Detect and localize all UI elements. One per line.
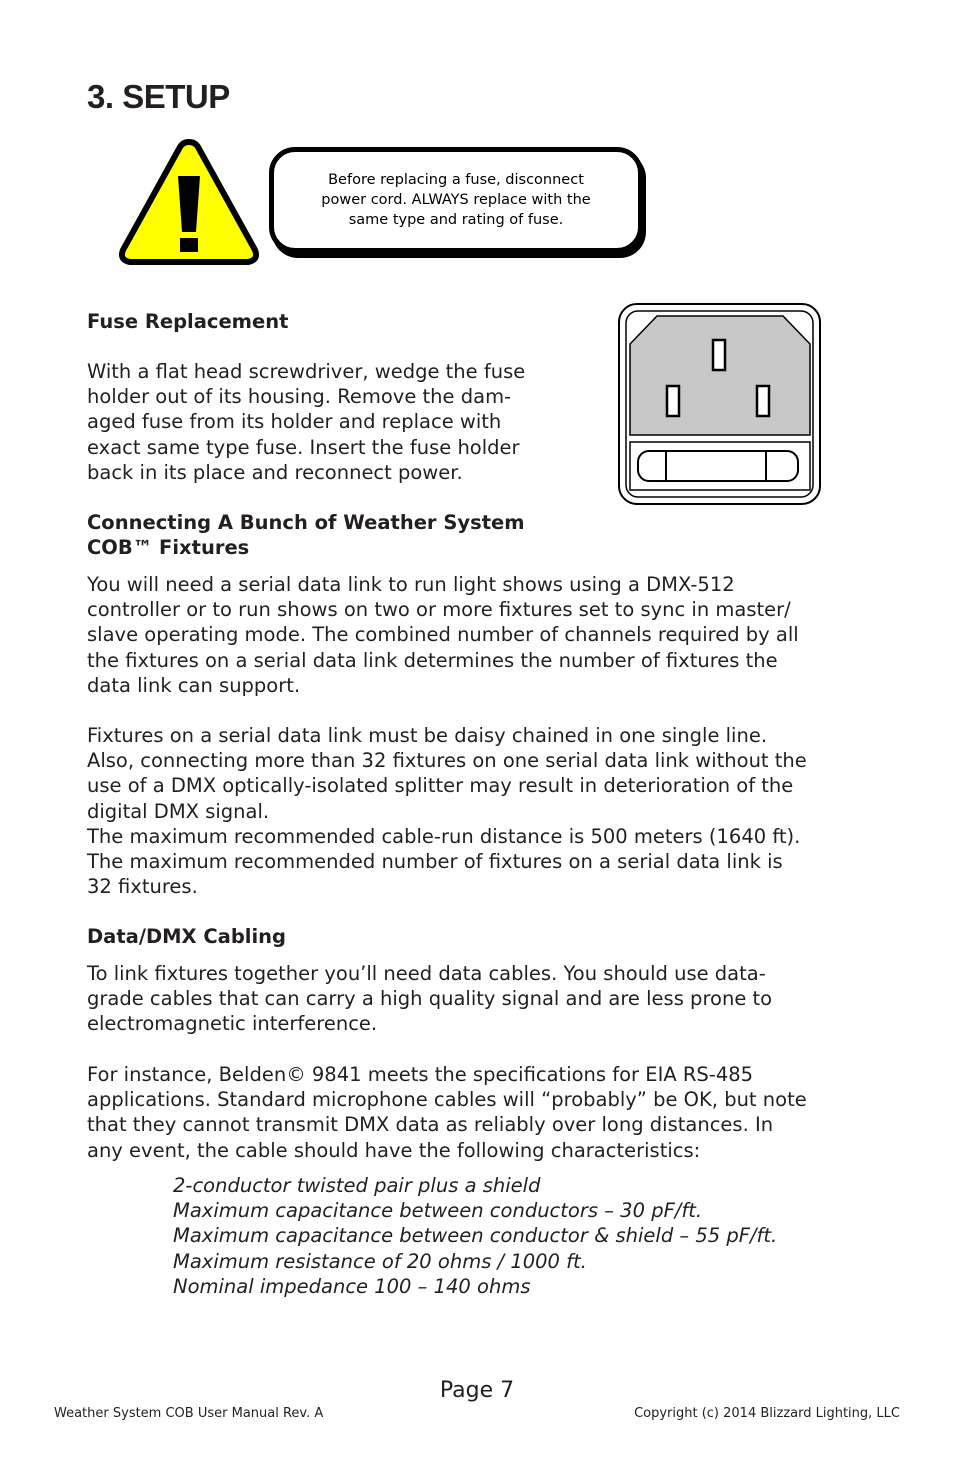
text-line: Also, connecting more than 32 fixtures on one serial data link without the xyxy=(87,749,807,773)
warning-line: power cord. ALWAYS replace with the xyxy=(321,192,591,208)
text-line: With a flat head screwdriver, wedge the fuse xyxy=(87,360,526,383)
text-line: The maximum recommended cable-run distance is 500 meters (1640 ft). xyxy=(87,824,801,848)
heading-line: Connecting A Bunch of Weather System xyxy=(87,511,525,534)
text-line: that they cannot transmit DMX data as reliably over long distances. In xyxy=(87,1113,774,1137)
warning-exclamation-icon xyxy=(118,138,260,266)
fuse-replacement-heading: Fuse Replacement xyxy=(87,310,289,333)
page-number: Page 7 xyxy=(439,1378,515,1403)
text-line: any event, the cable should have the following characteristics: xyxy=(87,1138,701,1162)
text-line: slave operating mode. The combined number of channels required by all xyxy=(87,623,799,647)
text-line: 32 fixtures. xyxy=(87,875,198,899)
text-line: the fixtures on a serial data link determines the number of fixtures the xyxy=(87,648,778,672)
power-inlet-fuse-holder-icon xyxy=(617,302,822,506)
cabling-paragraph-2 xyxy=(87,1062,807,1163)
connecting-paragraph-2 xyxy=(87,723,807,899)
connecting-fixtures-heading xyxy=(87,510,525,560)
text-line: You will need a serial data link to run light shows using a DMX-512 xyxy=(87,573,735,596)
text-line: The maximum recommended number of fixtures on a serial data link is xyxy=(87,850,783,874)
warning-line: Before replacing a fuse, disconnect xyxy=(328,172,584,188)
section-title: 3. SETUP xyxy=(87,78,230,115)
footer-manual-title: Weather System COB User Manual Rev. A xyxy=(54,1406,324,1421)
text-line: To link fixtures together you’ll need data cables. You should use data- xyxy=(87,962,766,985)
text-line: back in its place and reconnect power. xyxy=(87,460,463,484)
text-line: For instance, Belden© 9841 meets the specifications for EIA RS-485 xyxy=(87,1063,754,1086)
text-line: Fixtures on a serial data link must be daisy chained in one single line. xyxy=(87,724,768,747)
text-line: digital DMX signal. xyxy=(87,799,270,823)
text-line: exact same type fuse. Insert the fuse holder xyxy=(87,435,520,459)
heading-line: COB™ Fixtures xyxy=(87,536,250,560)
fuse-replacement-text xyxy=(87,359,525,485)
text-line: applications. Standard microphone cables will “probably” be OK, but note xyxy=(87,1088,807,1112)
list-item: Maximum capacitance between conductor & shield – 55 pF/ft. xyxy=(173,1224,778,1248)
text-line: grade cables that can carry a high quality signal and are less prone to xyxy=(87,987,773,1011)
text-line: data link can support. xyxy=(87,673,301,697)
footer-copyright: Copyright (c) 2014 Blizzard Lighting, LLC xyxy=(634,1406,900,1421)
warning-line: same type and rating of fuse. xyxy=(348,212,564,228)
list-item: Maximum capacitance between conductors – 30 pF/ft. xyxy=(173,1199,703,1223)
list-item: Nominal impedance 100 – 140 ohms xyxy=(173,1274,531,1298)
text-line: use of a DMX optically-isolated splitter may result in deterioration of the xyxy=(87,774,794,798)
text-line: controller or to run shows on two or more fixtures set to sync in master/ xyxy=(87,598,791,622)
text-line: holder out of its housing. Remove the dam- xyxy=(87,385,512,409)
dmx-cabling-heading: Data/DMX Cabling xyxy=(87,925,286,948)
text-line: aged fuse from its holder and replace with xyxy=(87,410,502,434)
connecting-paragraph-1 xyxy=(87,572,799,698)
fuse-warning-text xyxy=(321,170,590,230)
list-item: 2-conductor twisted pair plus a shield xyxy=(173,1174,541,1197)
cabling-paragraph-1 xyxy=(87,961,772,1037)
list-item: Maximum resistance of 20 ohms / 1000 ft. xyxy=(173,1249,587,1273)
text-line: electromagnetic interference. xyxy=(87,1012,378,1036)
fuse-warning-box xyxy=(269,147,643,253)
cable-characteristics-list xyxy=(173,1173,777,1299)
